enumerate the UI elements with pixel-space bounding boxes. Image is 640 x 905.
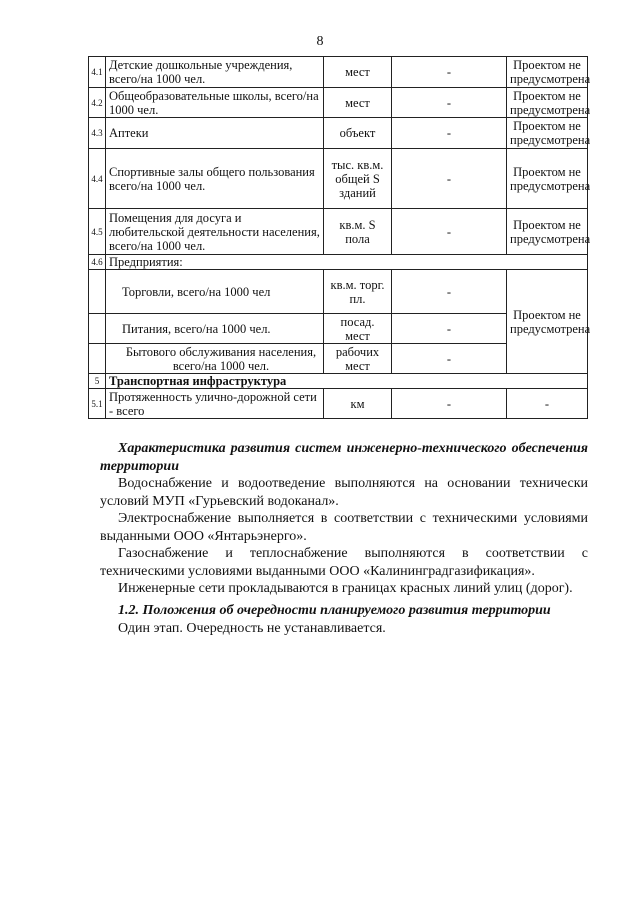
section-heading: Характеристика развития систем инженерно-технического обеспечения территории — [100, 441, 588, 474]
paragraph: Электроснабжение выполняется в соответствии с техническими условиями выданными ООО «Янтарьэнерго». — [100, 511, 588, 544]
row-name: Торговли, всего/на 1000 чел — [106, 270, 324, 314]
row-number: 4.2 — [89, 88, 106, 118]
row-value: - — [392, 314, 507, 344]
table-row — [89, 374, 588, 389]
table-row — [89, 270, 588, 314]
indicators-table — [88, 56, 591, 419]
table-row — [89, 149, 588, 209]
row-number: 4.4 — [89, 149, 106, 209]
table-row — [89, 118, 588, 149]
row-value: - — [392, 209, 507, 255]
row-unit: мест — [324, 88, 392, 118]
row-value: - — [392, 270, 507, 314]
stages-section — [100, 602, 588, 637]
row-value: - — [392, 344, 507, 374]
row-value: - — [392, 57, 507, 88]
row-note: Проектом не предусмотрена — [507, 149, 588, 209]
row-unit: рабочих мест — [324, 344, 392, 374]
engineering-section — [100, 440, 588, 598]
table-row — [89, 88, 588, 118]
row-number: 4.5 — [89, 209, 106, 255]
row-unit: тыс. кв.м. общей S зданий — [324, 149, 392, 209]
row-name: Спортивные залы общего пользования всего/на 1000 чел. — [106, 149, 324, 209]
row-name: Детские дошкольные учреждения, всего/на 1000 чел. — [106, 57, 324, 88]
row-name: Аптеки — [106, 118, 324, 149]
row-value: - — [392, 149, 507, 209]
row-note: Проектом не предусмотрена — [507, 270, 588, 374]
paragraph: Водоснабжение и водоотведение выполняются на основании технически условий МУП «Гурьевский водоканал». — [100, 476, 588, 509]
table-row — [89, 389, 588, 419]
row-name: Протяженность улично-дорожной сети - всего — [106, 389, 324, 419]
row-value: - — [392, 118, 507, 149]
section-heading: 1.2. Положения об очередности планируемого развития территории — [118, 603, 551, 618]
row-number: 5 — [89, 374, 106, 389]
row-unit: объект — [324, 118, 392, 149]
row-number: 4.1 — [89, 57, 106, 88]
table-row — [89, 209, 588, 255]
row-unit: посад. мест — [324, 314, 392, 344]
row-note: Проектом не предусмотрена — [507, 57, 588, 88]
row-unit: кв.м. S пола — [324, 209, 392, 255]
table-row — [89, 57, 588, 88]
row-number: 4.6 — [89, 255, 106, 270]
row-name: Бытового обслуживания населения, всего/на 1000 чел. — [106, 344, 324, 374]
row-value: - — [392, 88, 507, 118]
page-number: 8 — [316, 34, 324, 49]
enterprises-label: Предприятия: — [106, 255, 588, 270]
row-note: Проектом не предусмотрена — [507, 118, 588, 149]
paragraph: Газоснабжение и теплоснабжение выполняются в соответствии с техническими условиями выданными ООО «Калининградгазификация». — [100, 546, 588, 579]
row-name: Питания, всего/на 1000 чел. — [106, 314, 324, 344]
row-unit: кв.м. торг. пл. — [324, 270, 392, 314]
paragraph: Один этап. Очередность не устанавливается. — [118, 620, 386, 636]
row-note: Проектом не предусмотрена — [507, 88, 588, 118]
row-number: 5.1 — [89, 389, 106, 419]
row-name: Общеобразовательные школы, всего/на 1000 чел. — [106, 88, 324, 118]
row-unit: мест — [324, 57, 392, 88]
row-note: - — [507, 389, 588, 419]
row-name: Помещения для досуга и любительской деятельности населения, всего/на 1000 чел. — [106, 209, 324, 255]
section-label: Транспортная инфраструктура — [106, 374, 588, 389]
row-value: - — [392, 389, 507, 419]
table-row — [89, 255, 588, 270]
row-number: 4.3 — [89, 118, 106, 149]
row-unit: км — [324, 389, 392, 419]
paragraph: Инженерные сети прокладываются в границах красных линий улиц (дорог). — [118, 581, 573, 596]
row-note: Проектом не предусмотрена — [507, 209, 588, 255]
